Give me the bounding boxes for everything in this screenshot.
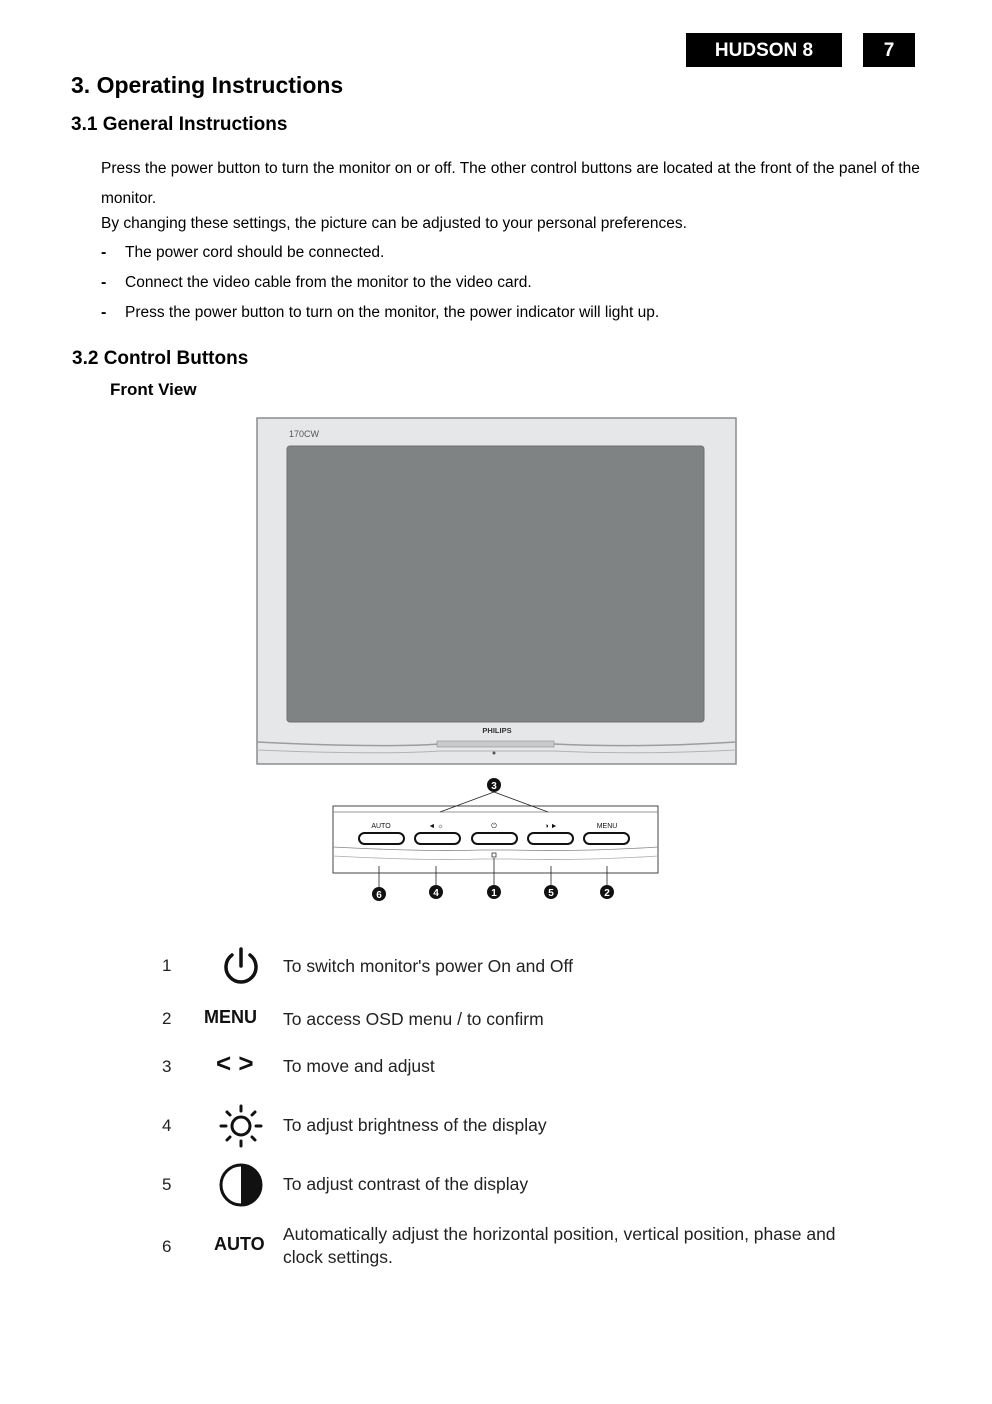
bullet-marker: - <box>101 304 107 321</box>
panel-button-brightness <box>415 833 460 844</box>
legend-description: To move and adjust <box>283 1056 435 1076</box>
panel-label-power: ⏻ <box>491 823 497 830</box>
callout-3: 3 <box>491 781 497 792</box>
header-model-badge: HUDSON 8 <box>686 33 842 67</box>
panel-button-power <box>472 833 517 844</box>
contrast-icon <box>217 1161 265 1209</box>
panel-label-left-brightness: ◄ ☼ <box>428 823 444 830</box>
legend-number: 1 <box>162 956 172 975</box>
brand-logo: PHILIPS <box>482 726 512 735</box>
bullet-marker: - <box>101 274 107 291</box>
callout-6: 6 <box>376 890 382 901</box>
legend-description: Automatically adjust the horizontal position, vertical position, phase and clock settings. <box>283 1224 836 1267</box>
panel-label-auto: AUTO <box>371 823 391 830</box>
general-paragraph-2: By changing these settings, the picture can be adjusted to your personal preferences. <box>101 215 687 232</box>
callout-5: 5 <box>548 888 554 899</box>
power-led <box>493 752 496 755</box>
arrows-label: < > <box>216 1048 254 1078</box>
front-control-strip <box>437 741 554 747</box>
legend-number: 5 <box>162 1175 172 1194</box>
legend-description: To adjust contrast of the display <box>283 1174 529 1194</box>
panel-label-menu: MENU <box>596 823 618 830</box>
legend-description: To access OSD menu / to confirm <box>283 1009 544 1029</box>
section-title: 3. Operating Instructions <box>71 72 344 98</box>
panel-button-auto <box>359 833 404 844</box>
monitor-front-view-diagram <box>250 410 750 910</box>
legend-number: 2 <box>162 1009 172 1028</box>
legend-number: 4 <box>162 1116 172 1135</box>
callout-1: 1 <box>491 888 497 899</box>
power-icon <box>220 946 262 988</box>
brightness-icon <box>219 1104 263 1148</box>
monitor-screen <box>287 446 704 722</box>
panel-button-contrast <box>528 833 573 844</box>
legend-description: To adjust brightness of the display <box>283 1115 547 1135</box>
page-number-badge: 7 <box>863 33 915 67</box>
panel-button-menu <box>584 833 629 844</box>
model-label: 170CW <box>289 429 320 439</box>
auto-label: AUTO <box>214 1234 265 1254</box>
legend-number: 3 <box>162 1057 172 1076</box>
bullet-marker: - <box>101 244 107 261</box>
legend-description: To switch monitor's power On and Off <box>283 956 573 976</box>
legend-number: 6 <box>162 1237 172 1256</box>
bullet-item: The power cord should be connected. <box>125 244 385 261</box>
bullet-item: Press the power button to turn on the monitor, the power indicator will light up. <box>125 304 660 321</box>
control-buttons-heading: 3.2 Control Buttons <box>72 348 249 369</box>
general-paragraph-1: Press the power button to turn the monitor on or off. The other control buttons are located at the front of the panel of the monitor. <box>101 160 920 207</box>
panel-label-contrast-right: ◑ ► <box>544 823 558 830</box>
callout-2: 2 <box>604 888 610 899</box>
general-instructions-heading: 3.1 General Instructions <box>71 114 288 135</box>
front-view-subheading: Front View <box>110 380 197 399</box>
menu-label: MENU <box>204 1007 257 1027</box>
callout-4: 4 <box>433 888 439 899</box>
bullet-item: Connect the video cable from the monitor to the video card. <box>125 274 532 291</box>
